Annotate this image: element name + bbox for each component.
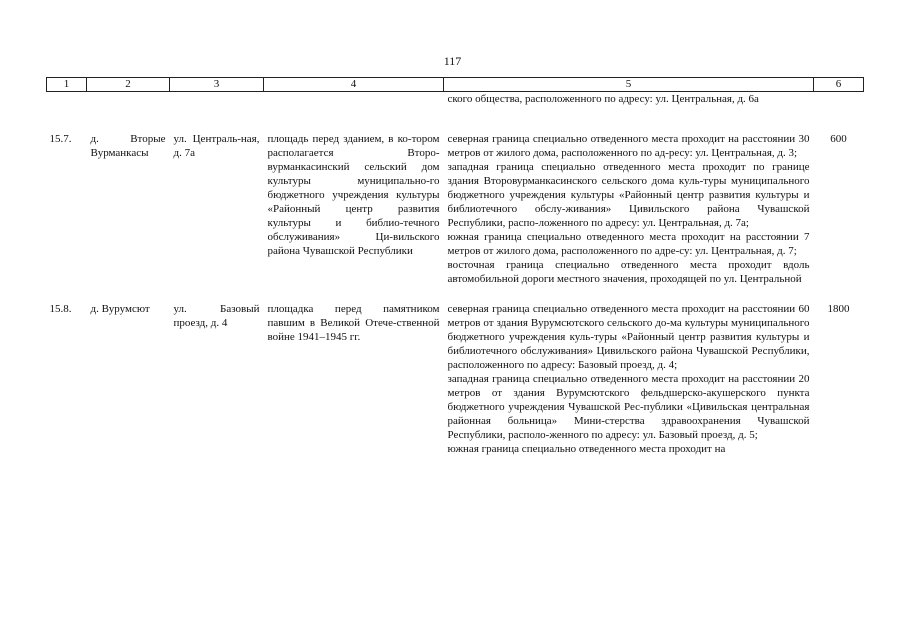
boundaries-cell [444, 132, 814, 286]
boundary-west: западная граница специально отведенного места проходит по границе здания Второвурманкасинского сельского дома куль-туры муниципального бюджетного учреждения культуры «Районный центр развития культуры и библиотечного обслу-живания» Цивильского района Чувашской Республики, распо-ложенного по адресу: ул. Центральная, д. 7а; [447, 161, 810, 229]
column-header-1: 1 [47, 78, 87, 92]
settlement-cell: д. Вторые Вурманкасы [90, 133, 166, 159]
place-cell: площадь перед зданием, в ко-тором располагается Второ-вурманкасинский сельский дом культуры муниципально-го бюджетного учреждения культуры «Районный центр развития культуры и библио-течного обслуживания» Ци-вильского района Чувашской Республики [267, 133, 440, 257]
area-cell: 600 [830, 133, 847, 145]
boundary-north: северная граница специально отведенного места проходит на расстоянии 60 метров от здания Вурумсютского сельского до-ма культуры муниципального бюджетного учреждения куль-туры «Районный центр развития культуры и библиотечного обслуживания» Цивильского района Чувашской Республики, расположенного по адресу: Базовый проезд, д. 4; [447, 303, 810, 371]
boundary-south: южная граница специально отведенного места проходит на [447, 443, 726, 455]
boundaries-cell [444, 302, 814, 456]
column-header-4: 4 [264, 78, 444, 92]
row-number: 15.7. [49, 133, 72, 145]
row-number: 15.8. [49, 303, 72, 315]
settlement-cell: д. Вурумсют [90, 303, 150, 315]
continued-text: ского общества, расположенного по адресу: ул. Центральная, д. 6а [447, 93, 759, 105]
boundary-south: южная граница специально отведенного места проходит на расстоянии 7 метров от жилого дома, расположенного по адре-су: ул. Центральная, д. 7; [447, 231, 810, 257]
boundary-west: западная граница специально отведенного места проходит на расстоянии 20 метров от здания Вурумсютского фельдшерско-акушерского пункта бюджетного учреждения Чувашской Рес-публики «Цивильская центральная районная больница» Мини-стерства здравоохранения Чувашской Республики, располо-женного по адресу: ул. Базовый проезд, д. 5; [447, 373, 810, 441]
continued-row [47, 92, 864, 107]
page-number: 117 [443, 54, 462, 68]
boundary-north: северная граница специально отведенного места проходит на расстоянии 30 метров от жилого дома, расположенного по ад-ресу: ул. Центральная, д. 3; [447, 133, 810, 159]
boundary-east: восточная граница специально отведенного места проходит вдоль автомобильной дороги местного значения, проходящей по ул. Центральной [447, 259, 810, 285]
address-cell: ул. Базовый проезд, д. 4 [173, 303, 260, 329]
column-header-5: 5 [444, 78, 814, 92]
boundaries-table [46, 77, 864, 456]
table-row [47, 302, 864, 456]
table-header [47, 78, 864, 92]
table-row [47, 132, 864, 286]
column-header-3: 3 [170, 78, 264, 92]
column-header-2: 2 [87, 78, 170, 92]
place-cell: площадка перед памятником павшим в Великой Отече-ственной войне 1941–1945 гг. [267, 303, 440, 343]
address-cell: ул. Централь-ная, д. 7а [173, 133, 260, 159]
area-cell: 1800 [827, 303, 850, 315]
column-header-6: 6 [814, 78, 864, 92]
